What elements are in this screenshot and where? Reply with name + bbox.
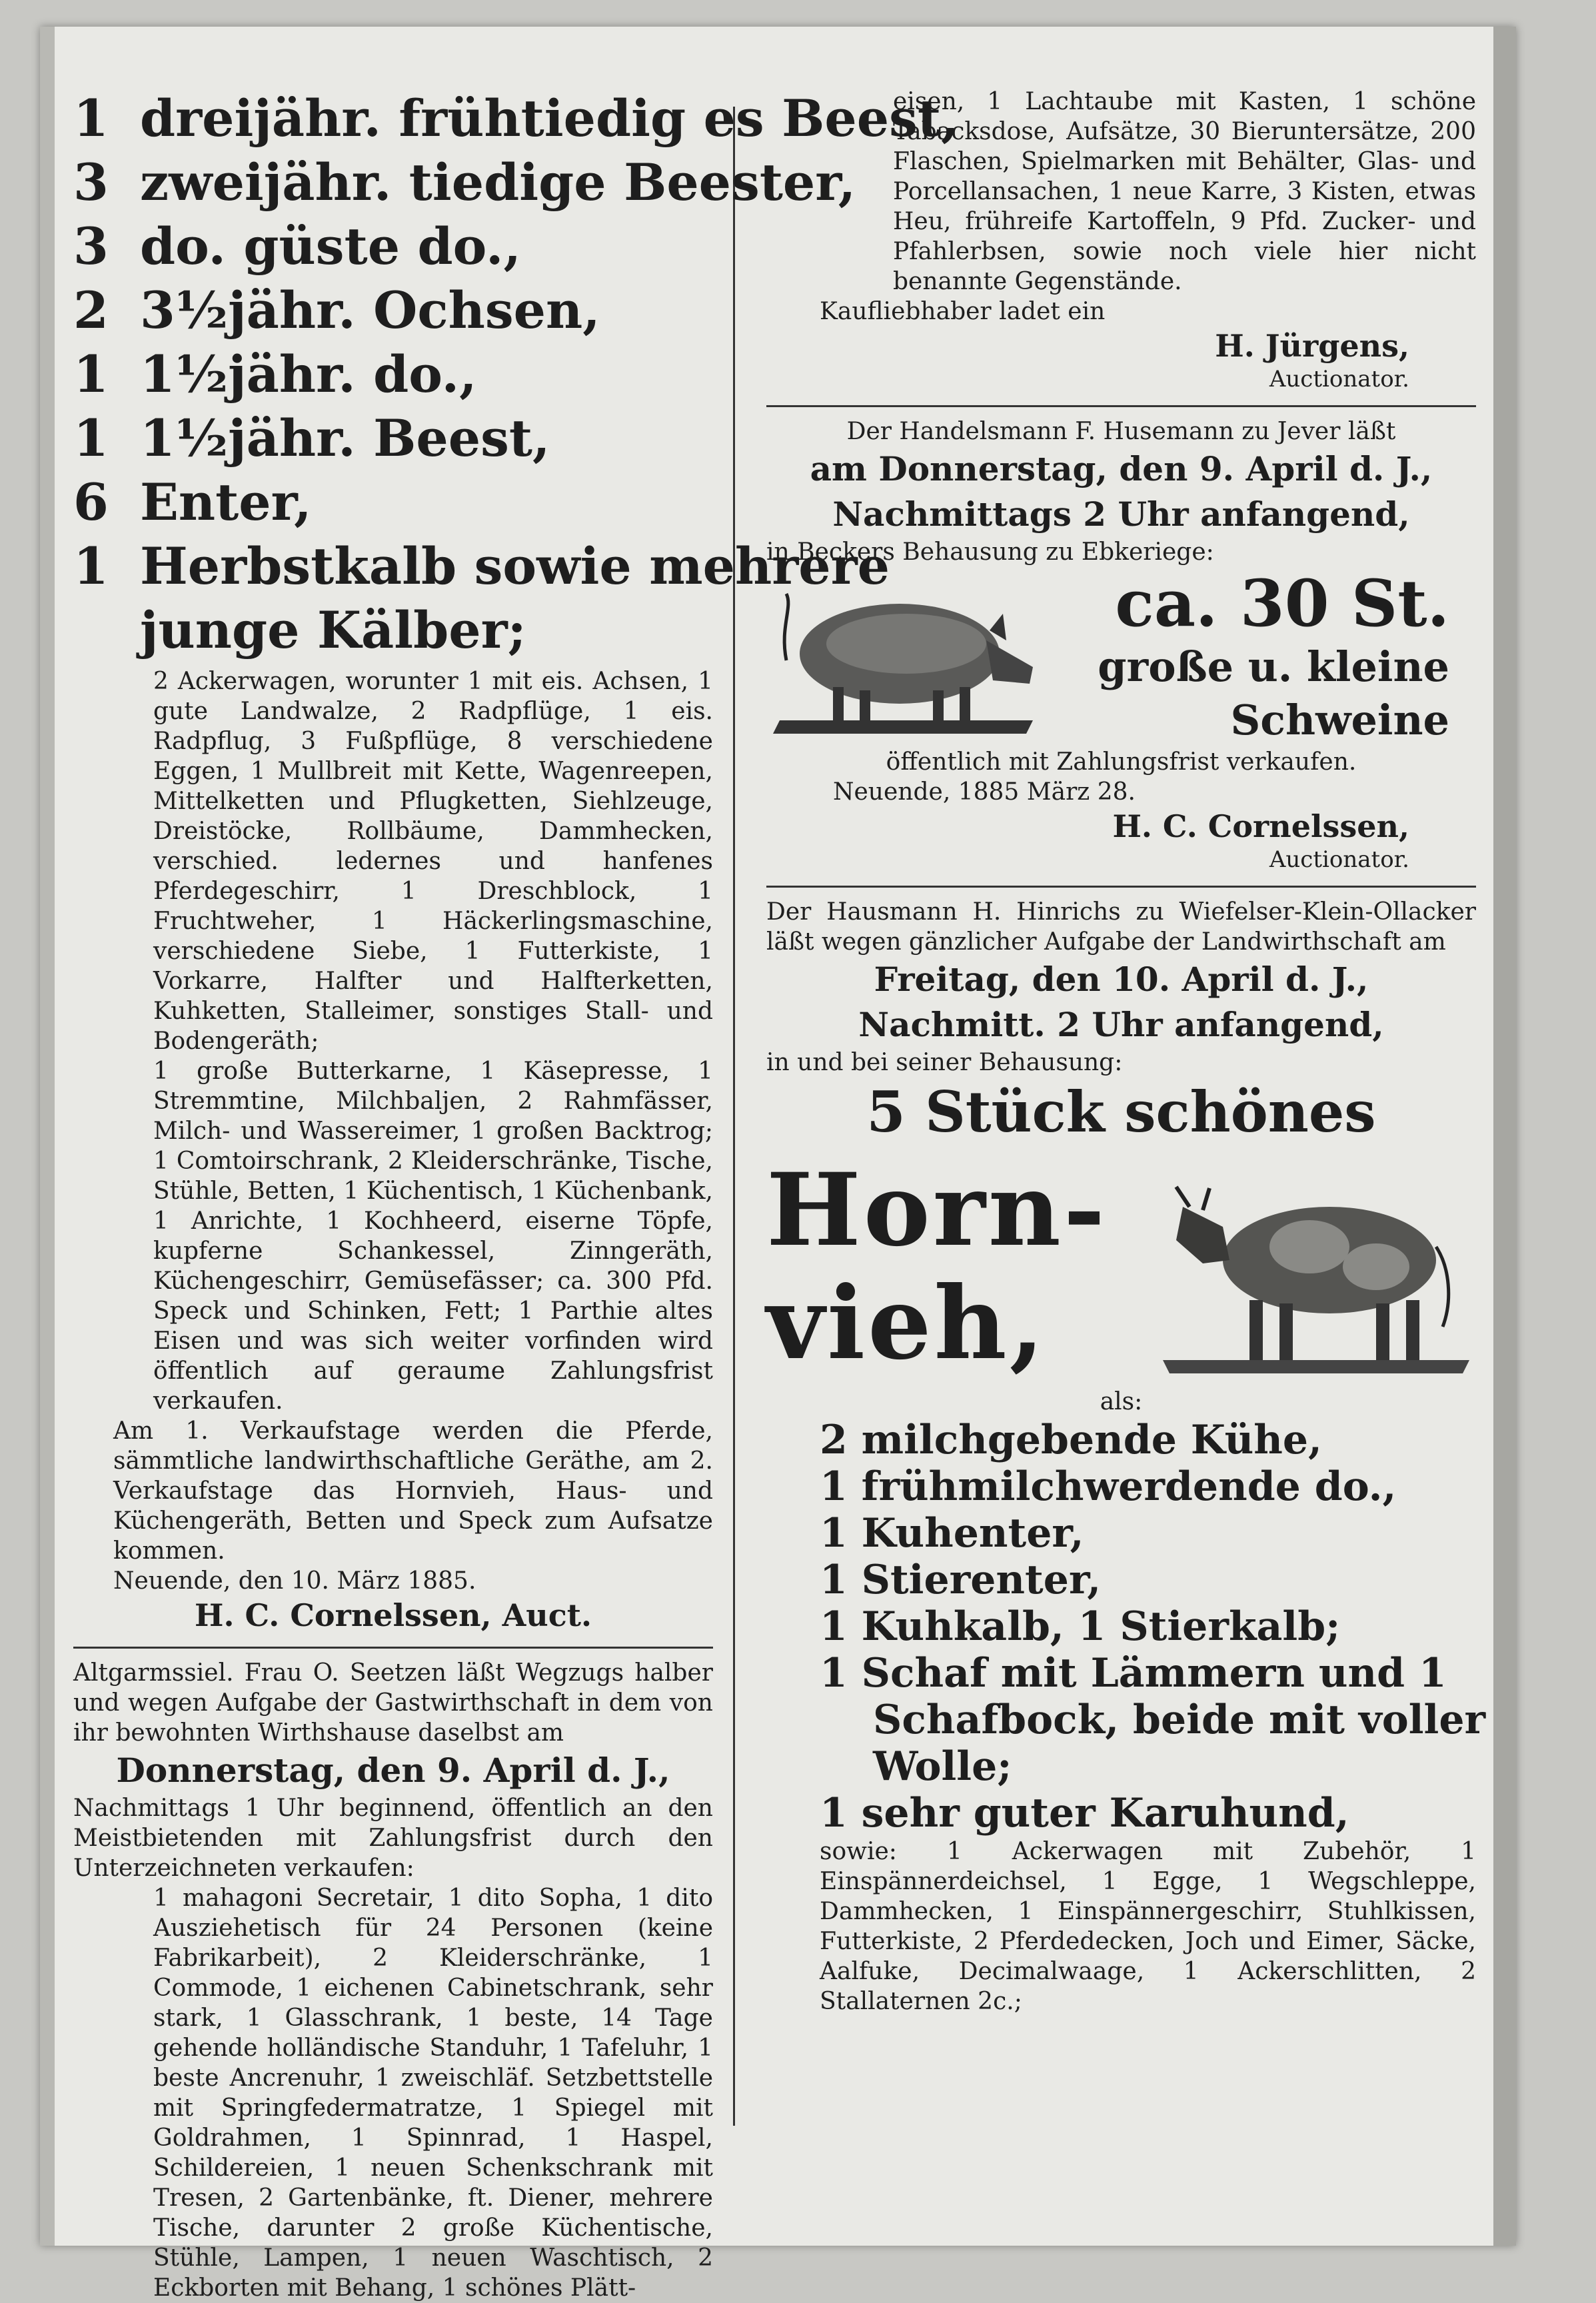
- ad4-items: sowie: 1 Ackerwagen mit Zubehör, 1 Einspännerdeichsel, 1 Egge, 1 Wegschleppe, Dammhecken, 1 Einspännergeschirr, Stuhlkissen, Futterkiste, 2 Pferdedecken, Joch und Eimer, Säcke, Aalfuke, Decimalwaage, 1 Ackerschlitten, 2 Stallaternen 2c.;: [820, 1838, 1476, 2015]
- animal-line: Schafbock, beide mit voller: [873, 1697, 1486, 1743]
- livestock-line: 1 1½jähr. do.,: [73, 345, 477, 404]
- animal-line: 1 Stierenter,: [820, 1557, 1102, 1603]
- divider-rule: [766, 405, 1476, 407]
- cow-illustration: [1156, 1147, 1476, 1387]
- ad2-items: 1 mahagoni Secretair, 1 dito Sopha, 1 dito Ausziehetisch für 24 Personen (keine Fabrikarbeit), 2 Kleiderschränke, 1 Commode, 1 eichenen Cabinetschrank, sehr stark, 1 Glasschrank, 1 beste, 14 Tage gehende holländische Standuhr, 1 Tafeluhr, 1 beste Ancrenuhr, 1 zweischläf. Setzbettstelle mit Springfedermatratze, 1 Spiegel mit Goldrahmen, 1 Spinnrad, 1 Haspel, Schildereien, 1 neuen Schenkschrank mit Tresen, 2 Gartenbänke, ft. Diener, mehrere Tische, darunter 2 große Küchentische, Stühle, Lampen, 1 neuen Waschtisch, 2 Eckborten mit Behang, 1 schönes Plätt-: [153, 1885, 713, 2302]
- animal-line: 1 Kuhenter,: [820, 1510, 1084, 1557]
- divider-rule: [766, 886, 1476, 888]
- page-left-edge: [40, 27, 55, 2246]
- column-divider: [733, 107, 735, 2126]
- ad4-time: Nachmitt. 2 Uhr anfangend,: [858, 1005, 1384, 1044]
- animal-line: 1 Schaf mit Lämmern und 1: [820, 1650, 1447, 1697]
- ad3-place: in Beckers Behausung zu Ebkeriege:: [766, 538, 1214, 566]
- signature: H. C. Cornelssen, Auct.: [195, 1597, 592, 1633]
- ad4-intro: Der Hausmann H. Hinrichs zu Wiefelser-Klein-Ollacker läßt wegen gänzlicher Aufgabe der Landwirthschaft am: [766, 898, 1476, 956]
- signature-title: Auctionator.: [1269, 846, 1409, 873]
- ad4-hornvieh-line1: Horn-: [766, 1152, 1108, 1269]
- cattle-block: [766, 1147, 1476, 1387]
- schedule-text: Am 1. Verkaufstage werden die Pferde, sämmtliche landwirthschaftliche Geräthe, am 2. Verkaufstage das Hornvieh, Haus- und Küchengeräth, Betten und Speck zum Aufsatze kommen.: [113, 1417, 713, 1565]
- divider-rule: [73, 1647, 713, 1649]
- livestock-line: 1 Herbstkalb sowie mehrere: [73, 536, 890, 596]
- ad3-date: am Donnerstag, den 9. April d. J.,: [810, 449, 1433, 488]
- signature-cornelssen: H. C. Cornelssen,: [1112, 808, 1409, 844]
- animal-line: 1 Kuhkalb, 1 Stierkalb;: [820, 1603, 1341, 1650]
- place-date: Neuende, den 10. März 1885.: [113, 1567, 476, 1595]
- ad3-terms: öffentlich mit Zahlungsfrist verkaufen.: [886, 748, 1357, 776]
- right-column: [766, 87, 1486, 2016]
- ad2-intro: Altgarmssiel. Frau O. Seetzen läßt Wegzugs halber und wegen Aufgabe der Gastwirthschaft in dem von ihr bewohnten Wirthshause daselbst am: [73, 1659, 713, 1747]
- ad3-place-date: Neuende, 1885 März 28.: [833, 778, 1136, 806]
- livestock-line: 1 1½jähr. Beest,: [73, 408, 550, 468]
- continued-items: eisen, 1 Lachtaube mit Kasten, 1 schöne Tabacksdose, Aufsätze, 30 Bieruntersätze, 200 Flaschen, Spielmarken mit Behälter, Glas- und Porcellansachen, 1 neue Karre, 3 Kisten, etwas Heu, frühreife Kartoffeln, 9 Pfd. Zucker- und Pfahlerbsen, sowie noch viele hier nicht benannte Gegenstände.: [893, 88, 1476, 295]
- livestock-line: 2 3½jähr. Ochsen,: [73, 281, 600, 340]
- invite-text: Kaufliebhaber ladet ein: [820, 298, 1106, 325]
- newspaper-page: [40, 27, 1516, 2302]
- pig-block: [766, 567, 1476, 747]
- pig-illustration: [766, 567, 1046, 747]
- ad4-date: Freitag, den 10. April d. J.,: [874, 960, 1369, 999]
- household-text: 1 große Butterkarne, 1 Käsepresse, 1 Stremmtine, Milchbaljen, 2 Rahmfässer, Milch- und Wassereimer, 1 großen Backtrog; 1 Comtoirschrank, 2 Kleiderschränke, Tische, Stühle, Betten, 1 Küchentisch, 1 Küchenbank, 1 Anrichte, 1 Kochheerd, eiserne Töpfe, kupferne Schankessel, Zinngeräth, Küchengeschirr, Gemüsefässer; ca. 300 Pfd. Speck und Schinken, Fett; 1 Parthie altes Eisen und was sich weiter vorfinden wird öffentlich auf geraume Zahlungsfrist verkaufen.: [153, 1058, 713, 1415]
- signature-juergens: H. Jürgens,: [1215, 328, 1409, 364]
- young-calves-line: junge Kälber;: [140, 600, 526, 660]
- ad3-time: Nachmittags 2 Uhr anfangend,: [832, 494, 1410, 534]
- page-right-edge: [1493, 27, 1516, 2246]
- ad2-terms: Nachmittags 1 Uhr beginnend, öffentlich an den Meistbietenden mit Zahlungsfrist durch den Unterzeichneten verkaufen:: [73, 1795, 713, 1882]
- ad4-als: als:: [1100, 1388, 1143, 1415]
- livestock-line: 6 Enter,: [73, 472, 312, 532]
- ad3-intro: Der Handelsmann F. Husemann zu Jever läßt: [846, 418, 1396, 445]
- animal-line: 1 sehr guter Karuhund,: [820, 1790, 1349, 1837]
- pig-text: [1046, 567, 1476, 747]
- ad4-hornvieh-line2: vieh,: [766, 1265, 1047, 1382]
- ad3-pigs-line1: große u. kleine: [1098, 642, 1449, 691]
- livestock-line: 3 zweijähr. tiedige Beester,: [73, 153, 856, 212]
- animals-list: [766, 1417, 1486, 1837]
- ad4-place: in und bei seiner Behausung:: [766, 1049, 1123, 1076]
- livestock-line: 1 dreijähr. frühtiedig es Beest,: [73, 89, 959, 148]
- animal-line: 2 milchgebende Kühe,: [820, 1417, 1322, 1463]
- hornvieh-text: [766, 1153, 1156, 1380]
- ad2-date: Donnerstag, den 9. April d. J.,: [116, 1751, 670, 1790]
- ad4-count: 5 Stück schönes: [866, 1079, 1376, 1145]
- signature-title: Auctionator.: [1269, 366, 1409, 392]
- livestock-list: [73, 87, 959, 662]
- animal-line: Wolle;: [873, 1743, 1012, 1790]
- ad3-count: ca. 30 St.: [1115, 566, 1449, 641]
- livestock-line: 3 do. güste do.,: [73, 217, 521, 276]
- ad3-pigs-line2: Schweine: [1230, 696, 1449, 744]
- animal-line: 1 frühmilchwerdende do.,: [820, 1463, 1397, 1510]
- equipment-text: 2 Ackerwagen, worunter 1 mit eis. Achsen, 1 gute Landwalze, 2 Radpflüge, 1 eis. Radpflug, 3 Fußpflüge, 8 verschiedene Eggen, 1 Mullbreit mit Kette, Wagenreepen, Mittelketten und Pflugketten, Siehlzeuge, Dreistöcke, Rollbäume, Dammhecken, verschied. ledernes und hanfenes Pferdegeschirr, 1 Dreschblock, 1 Fruchtweher, 1 Häckerlingsmaschine, verschiedene Siebe, 1 Futterkiste, 1 Vorkarre, Halfter und Halfterketten, Kuhketten, Stalleimer, sonstiges Stall- und Bodengeräth;: [153, 668, 713, 1055]
